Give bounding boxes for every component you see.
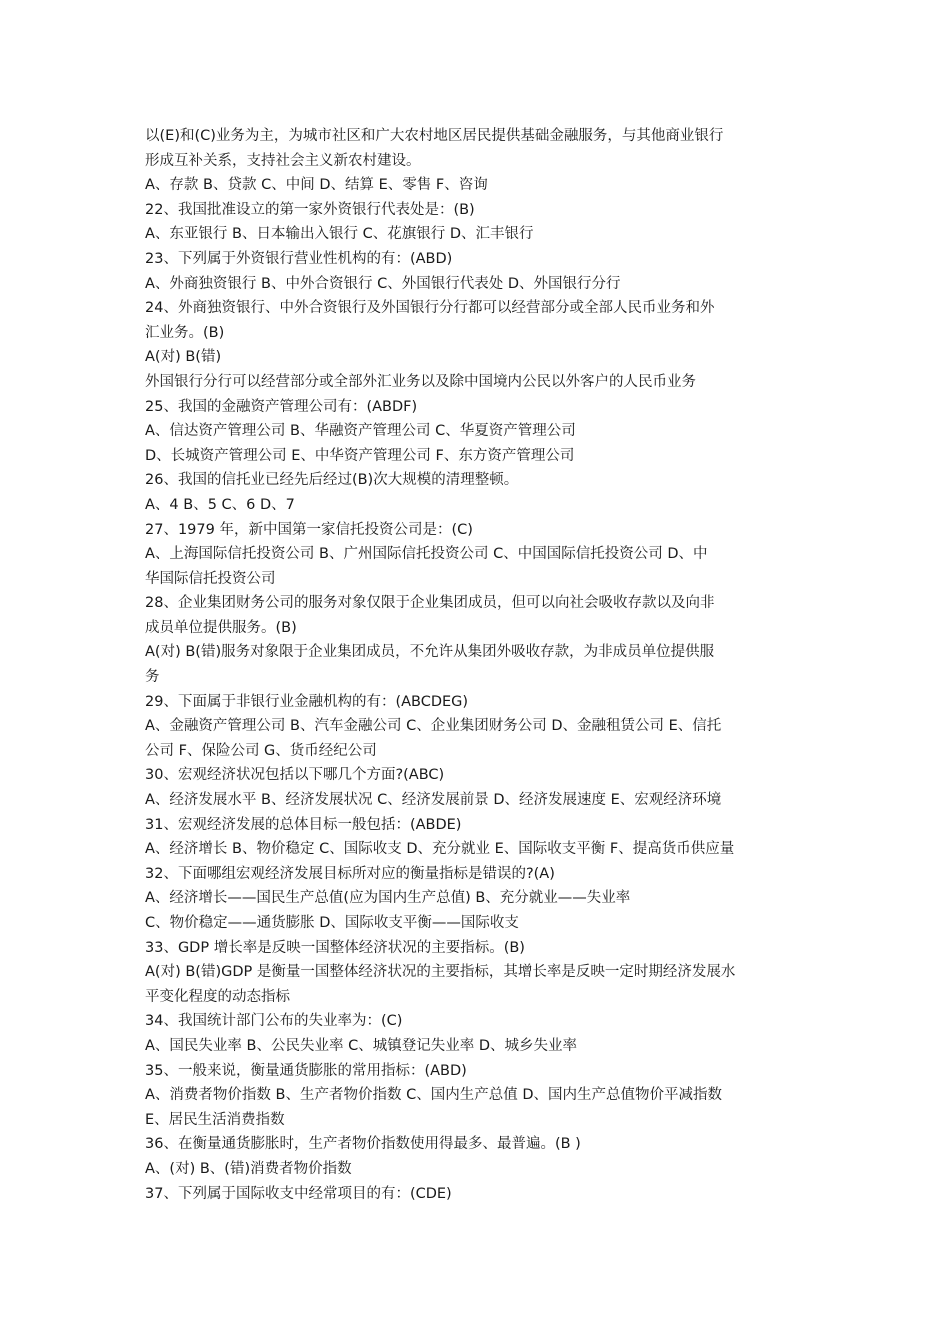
text-line: A、信达资产管理公司 B、华融资产管理公司 C、华夏资产管理公司 [145,423,576,440]
text-line: 公司 F、保险公司 G、货币经纪公司 [145,742,377,759]
text-line: 外国银行分行可以经营部分或全部外汇业务以及除中国境内公民以外客户的人民币业务 [145,373,696,390]
text-line: A、(对) B、(错)消费者物价指数 [145,1160,352,1177]
text-line: 28、企业集团财务公司的服务对象仅限于企业集团成员，但可以向社会吸收存款以及向非 [145,595,715,612]
text-line: A、外商独资银行 B、中外合资银行 C、外国银行代表处 D、外国银行分行 [145,275,621,292]
text-line: 22、我国批准设立的第一家外资银行代表处是：(B) [145,201,475,218]
text-line: A、存款 B、贷款 C、中间 D、结算 E、零售 F、咨询 [145,177,488,194]
text-line: A、经济增长 B、物价稳定 C、国际收支 D、充分就业 E、国际收支平衡 F、提高货币供应量 [145,841,735,858]
text-line: 26、我国的信托业已经先后经过(B)次大规模的清理整顿。 [145,472,519,489]
text-line: A、经济增长——国民生产总值(应为国内生产总值) B、充分就业——失业率 [145,890,631,907]
text-line: 以(E)和(C)业务为主，为城市社区和广大农村地区居民提供基础金融服务，与其他商业银行 [145,128,724,144]
text-line: 务 [145,669,160,686]
text-line: 30、宏观经济状况包括以下哪几个方面?(ABC) [145,767,445,784]
text-line: 25、我国的金融资产管理公司有：(ABDF) [145,398,418,415]
text-line: 23、下列属于外资银行营业性机构的有：(ABD) [145,250,453,267]
text-line: A、国民失业率 B、公民失业率 C、城镇登记失业率 D、城乡失业率 [145,1037,577,1054]
text-line: 形成互补关系，支持社会主义新农村建设。 [145,152,421,169]
text-line: 37、下列属于国际收支中经常项目的有：(CDE) [145,1185,452,1202]
text-line: 24、外商独资银行、中外合资银行及外国银行分行都可以经营部分或全部人民币业务和外 [145,300,715,317]
text-line: A、4 B、5 C、6 D、7 [145,496,295,513]
text-line: E、居民生活消费指数 [145,1111,285,1128]
text-line: 华国际信托投资公司 [145,570,276,587]
text-line: C、物价稳定——通货膨胀 D、国际收支平衡——国际收支 [145,915,519,931]
text-line: 29、下面属于非银行业金融机构的有：(ABCDEG) [145,693,469,710]
text-line: 36、在衡量通货膨胀时，生产者物价指数使用得最多、最普遍。(B ) [145,1136,581,1153]
text-line: 33、GDP 增长率是反映一国整体经济状况的主要指标。(B) [145,939,525,956]
text-line: 平变化程度的动态指标 [145,988,290,1005]
text-line: D、长城资产管理公司 E、中华资产管理公司 F、东方资产管理公司 [145,447,575,464]
text-line: 27、1979 年，新中国第一家信托投资公司是：(C) [145,521,473,538]
text-line: 35、一般来说，衡量通货膨胀的常用指标：(ABD) [145,1062,467,1079]
text-line: A、上海国际信托投资公司 B、广州国际信托投资公司 C、中国国际信托投资公司 D、中 [145,546,708,563]
document-body [145,124,811,1206]
text-line: 34、我国统计部门公布的失业率为：(C) [145,1013,403,1030]
text-line: A、金融资产管理公司 B、汽车金融公司 C、企业集团财务公司 D、金融租赁公司 E、信托 [145,718,722,735]
text-line: 汇业务。(B) [145,324,225,341]
text-line: 32、下面哪组宏观经济发展目标所对应的衡量指标是错误的?(A) [145,865,555,882]
text-line: A(对) B(错) [145,349,222,366]
text-line: 成员单位提供服务。(B) [145,619,297,636]
text-line: A(对) B(错)GDP 是衡量一国整体经济状况的主要指标，其增长率是反映一定时期经济发展水 [145,964,736,981]
text-line: A、经济发展水平 B、经济发展状况 C、经济发展前景 D、经济发展速度 E、宏观经济环境 [145,792,722,809]
text-line: A(对) B(错)服务对象限于企业集团成员，不允许从集团外吸收存款，为非成员单位提供服 [145,644,715,661]
text-line: A、东亚银行 B、日本输出入银行 C、花旗银行 D、汇丰银行 [145,226,534,243]
text-line: 31、宏观经济发展的总体目标一般包括：(ABDE) [145,816,462,833]
text-line: A、消费者物价指数 B、生产者物价指数 C、国内生产总值 D、国内生产总值物价平减指数 [145,1087,722,1104]
